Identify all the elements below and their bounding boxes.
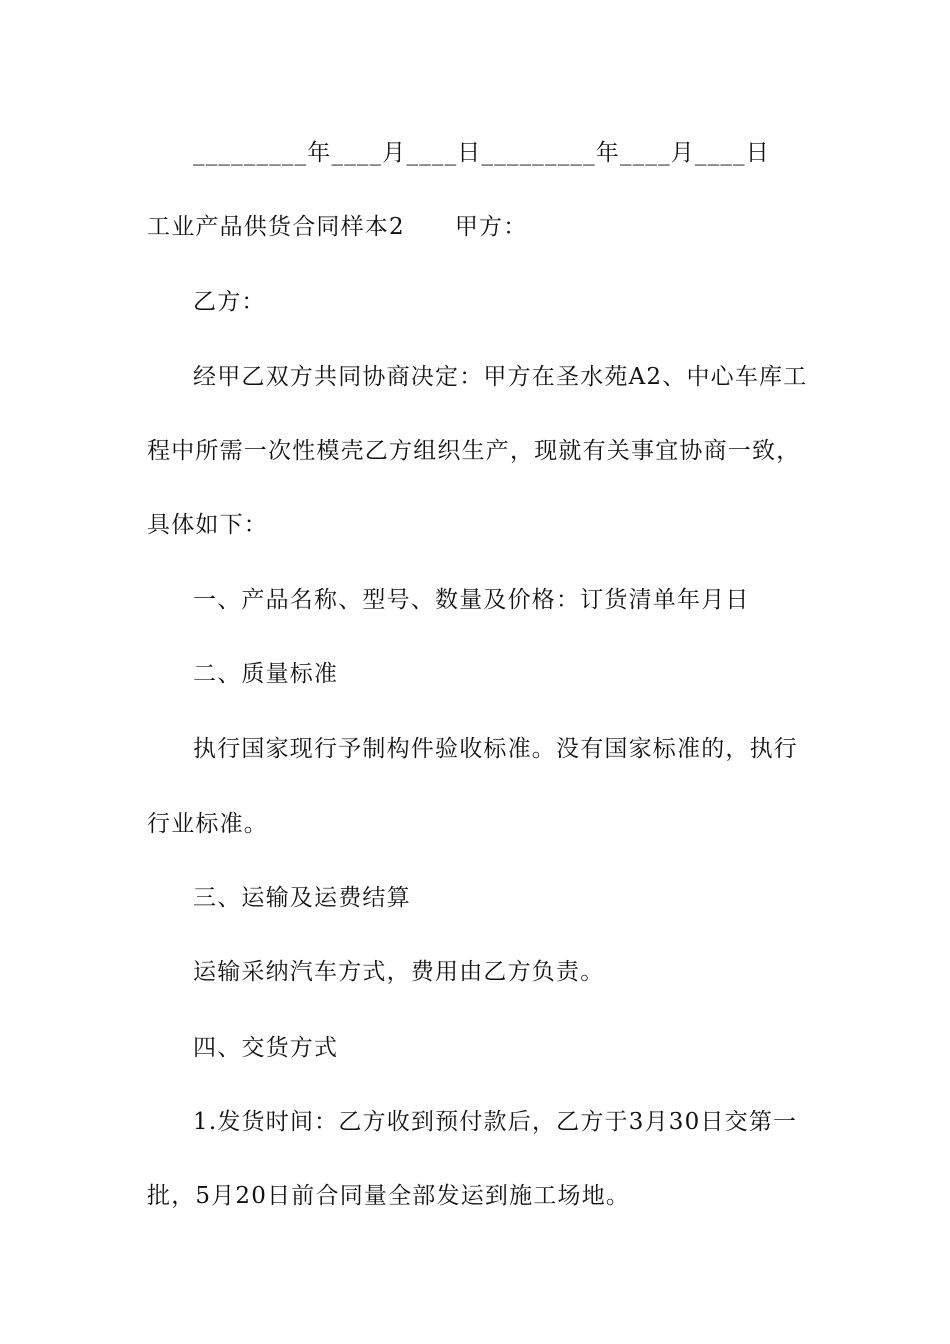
section-1-heading: 一、产品名称、型号、数量及价格：订货清单年月日 [193,587,750,613]
section-4-item-1-line-1: 1.发货时间：乙方收到预付款后，乙方于3月30日交第一 [193,1109,798,1135]
party-a-label: 甲方： [454,214,528,240]
section-3-heading: 三、运输及运费结算 [193,885,411,911]
intro-paragraph-line-3: 具体如下： [147,512,268,538]
document-title: 工业产品供货合同样本2 [147,214,405,240]
title-line [147,212,527,242]
date-line: _________年____月____日_________年____月____日 [193,140,770,166]
section-2-body-line-2: 行业标准。 [147,811,268,837]
intro-paragraph-line-2: 程中所需一次性模壳乙方组织生产，现就有关事宜协商一致， [147,438,801,464]
intro-paragraph-line-1: 经甲乙双方共同协商决定：甲方在圣水苑A2、中心车库工 [193,364,808,390]
section-4-heading: 四、交货方式 [193,1035,339,1061]
party-b-label: 乙方： [193,289,266,315]
section-4-item-1-line-2: 批，5月20日前合同量全部发运到施工场地。 [147,1183,631,1209]
section-2-heading: 二、质量标准 [193,661,339,687]
section-2-body-line-1: 执行国家现行予制构件验收标准。没有国家标准的，执行 [193,736,798,762]
section-3-body: 运输采纳汽车方式，费用由乙方负责。 [193,959,605,985]
